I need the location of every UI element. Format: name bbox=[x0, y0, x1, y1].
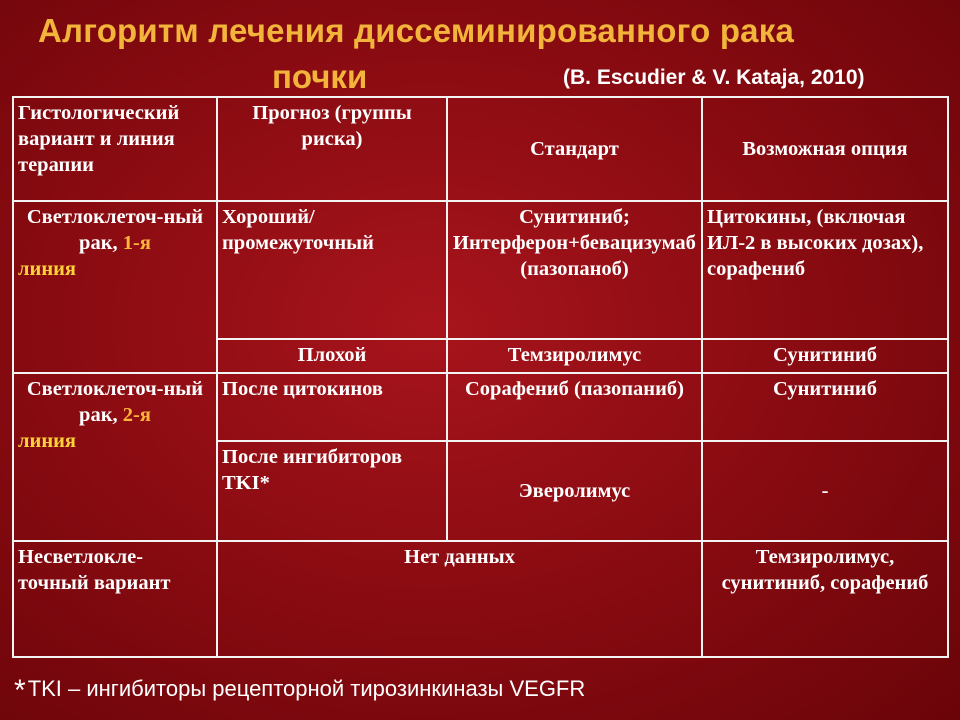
group2-row2-prognosis: После ингибиторов TKI* bbox=[217, 441, 447, 541]
group1-row1-option: Цитокины, (включая ИЛ-2 в высоких дозах), сорафениб bbox=[702, 201, 948, 339]
group1-label-main: Светлоклеточ-ный рак, bbox=[26, 206, 204, 255]
group2-line-number: 2-я bbox=[122, 404, 151, 427]
group1-row2-standard: Темзиролимус bbox=[447, 339, 702, 373]
group1-row1-standard: Сунитиниб; Интерферон+бевацизумаб (пазопаноб) bbox=[447, 201, 702, 339]
group3-option: Темзиролимус, сунитиниб, сорафениб bbox=[702, 541, 948, 657]
group2-row2-option: - bbox=[702, 441, 948, 541]
group1-line-word: линия bbox=[18, 258, 77, 281]
footnote bbox=[14, 674, 585, 708]
header-standard: Стандарт bbox=[447, 97, 702, 201]
header-prognosis: Прогноз (группы риска) bbox=[217, 97, 447, 201]
group2-row1-standard: Сорафениб (пазопаниб) bbox=[447, 373, 702, 441]
group1-row2-prognosis: Плохой bbox=[217, 339, 447, 373]
table-row bbox=[13, 201, 948, 339]
slide-title-line2: почки bbox=[272, 58, 368, 95]
group2-row1-option: Сунитиниб bbox=[702, 373, 948, 441]
table-row bbox=[13, 373, 948, 441]
footnote-text: TKI – ингибиторы рецепторной тирозинкиназы VEGFR bbox=[27, 676, 586, 701]
table-row bbox=[13, 541, 948, 657]
header-row bbox=[13, 97, 948, 201]
group3-label: Несветлокле-точный вариант bbox=[13, 541, 217, 657]
header-histology: Гистологический вариант и линия терапии bbox=[13, 97, 217, 201]
group1-row1-prognosis: Хороший/ промежуточный bbox=[217, 201, 447, 339]
group2-label bbox=[13, 373, 217, 541]
treatment-algorithm-table bbox=[12, 96, 949, 658]
group2-line-word: линия bbox=[18, 430, 77, 453]
slide-title: Алгоритм лечения диссеминированного рака bbox=[38, 12, 794, 49]
group1-row2-option: Сунитиниб bbox=[702, 339, 948, 373]
group2-row2-standard: Эверолимус bbox=[447, 441, 702, 541]
group1-label bbox=[13, 201, 217, 373]
header-option: Возможная опция bbox=[702, 97, 948, 201]
group1-line-number: 1-я bbox=[122, 232, 151, 255]
citation: (B. Escudier & V. Kataja, 2010) bbox=[563, 66, 865, 89]
group2-row1-prognosis: После цитокинов bbox=[217, 373, 447, 441]
group3-standard: Нет данных bbox=[217, 541, 702, 657]
group2-label-main: Светлоклеточ-ный рак, bbox=[26, 378, 204, 427]
footnote-asterisk: * bbox=[14, 674, 26, 707]
